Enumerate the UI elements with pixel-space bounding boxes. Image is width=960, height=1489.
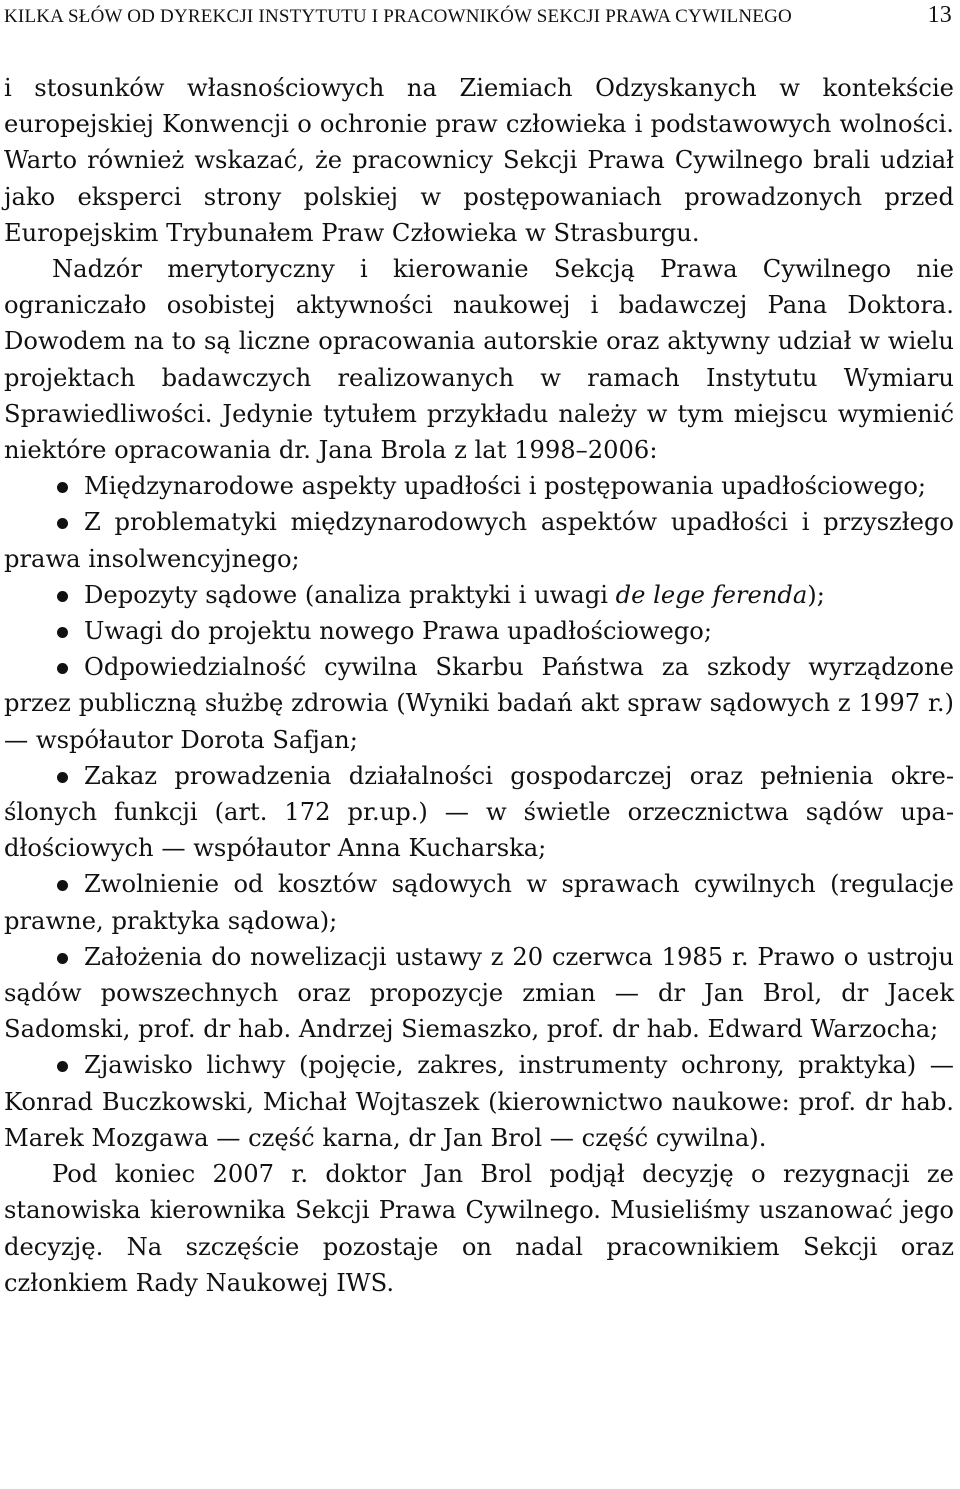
list-item-text: Z problematyki międzynarodowych aspektów upadłości i przyszłego prawa insolwencyjnego; bbox=[4, 508, 954, 573]
paragraph-3: Pod koniec 2007 r. doktor Jan Brol podjął decyzję o rezygnacji ze stanowiska kierownika Sekcji Prawa Cywilnego. Musieliśmy uszanować jego decyzję. Na szczęście pozostaje on nadal pracownikiem Sekcji oraz członkiem Rady Naukowej IWS. bbox=[4, 1160, 954, 1297]
bullet-icon bbox=[57, 663, 68, 674]
list-item bbox=[4, 649, 954, 758]
bullet-icon bbox=[57, 772, 68, 783]
list-item bbox=[4, 504, 954, 576]
running-title: KILKA SŁÓW OD DYREKCJI INSTYTUTU I PRACOWNIKÓW SEKCJI PRAWA CYWILNEGO bbox=[4, 6, 792, 27]
list-item bbox=[4, 866, 954, 938]
bullet-icon bbox=[57, 518, 68, 529]
list-item-text: Odpowiedzialność cywilna Skarbu Państwa za szkody wyrządzone przez publiczną służbę zdrowia (Wyniki badań akt spraw sądowych z 1997 r.) — współautor Dorota Safjan; bbox=[4, 653, 954, 754]
document-page bbox=[4, 0, 954, 1301]
bullet-icon bbox=[57, 953, 68, 964]
list-item-text: Uwagi do projektu nowego Prawa upadłościowego; bbox=[84, 617, 713, 646]
list-item-text: Zakaz prowadzenia działalności gospodarczej oraz pełnienia określonych funkcji (art. 172 pr.up.) — w świetle orzecznictwa sądów upadłościowych — współautor Anna Kucharska; bbox=[4, 761, 954, 863]
latin-phrase: de lege ferenda bbox=[615, 580, 808, 609]
running-header bbox=[4, 0, 954, 34]
list-item-text: Międzynarodowe aspekty upadłości i postępowania upadłościowego; bbox=[84, 472, 927, 501]
bullet-icon bbox=[57, 1061, 68, 1072]
bullet-icon bbox=[57, 627, 68, 638]
publications-list bbox=[4, 468, 954, 1156]
list-item bbox=[4, 1047, 954, 1156]
list-item bbox=[4, 577, 954, 613]
list-item bbox=[4, 613, 954, 649]
list-item-text: Depozyty sądowe (analiza praktyki i uwagi bbox=[84, 580, 616, 609]
bullet-icon bbox=[57, 482, 68, 493]
list-item-text: Zwolnienie od kosztów sądowych w sprawach cywilnych (regulacje prawne, praktyka sądowa); bbox=[4, 870, 954, 935]
paragraph-1: i stosunków własnościowych na Ziemiach Odzyskanych w kontekście europejskiej Konwencji o ochronie praw człowieka i podstawowych wolności. Warto również wskazać, że pracownicy Sekcji Prawa Cywilnego brali udział jako eksperci strony polskiej w postępowaniach prowadzonych przed Europejskim Trybunałem Praw Człowieka w Strasburgu. bbox=[4, 74, 954, 247]
list-item bbox=[4, 468, 954, 504]
list-item bbox=[4, 939, 954, 1048]
list-item bbox=[4, 758, 954, 867]
list-item-text: Zjawisko lichwy (pojęcie, zakres, instrumenty ochrony, praktyka) — Konrad Buczkowski, Michał Wojtaszek (kierownictwo naukowe: prof. dr hab. Marek Mozgawa — część karna, dr Jan Brol — część cywilna). bbox=[4, 1051, 954, 1152]
list-item-text-end: ); bbox=[807, 580, 825, 609]
bullet-icon bbox=[57, 880, 68, 891]
body-text bbox=[4, 70, 954, 1301]
page-number: 13 bbox=[927, 2, 952, 28]
paragraph-2: Nadzór merytoryczny i kierowanie Sekcją Prawa Cywilnego nie ograniczało osobistej aktywności naukowej i badawczej Pana Doktora. Dowodem na to są liczne opracowania autorskie oraz aktywny udział w wielu projektach badawczych realizowanych w ramach Instytutu Wymiaru Sprawiedliwości. Jedynie tytułem przykładu należy w tym miejscu wymienić niektóre opracowania dr. Jana Brola z lat 1998–2006: bbox=[4, 255, 954, 465]
bullet-icon bbox=[57, 591, 68, 602]
list-item-text: Założenia do nowelizacji ustawy z 20 czerwca 1985 r. Prawo o ustroju sądów powszechnych oraz propozycje zmian — dr Jan Brol, dr Jacek Sadomski, prof. dr hab. Andrzej Siemaszko, prof. dr hab. Edward Warzocha; bbox=[4, 942, 954, 1044]
